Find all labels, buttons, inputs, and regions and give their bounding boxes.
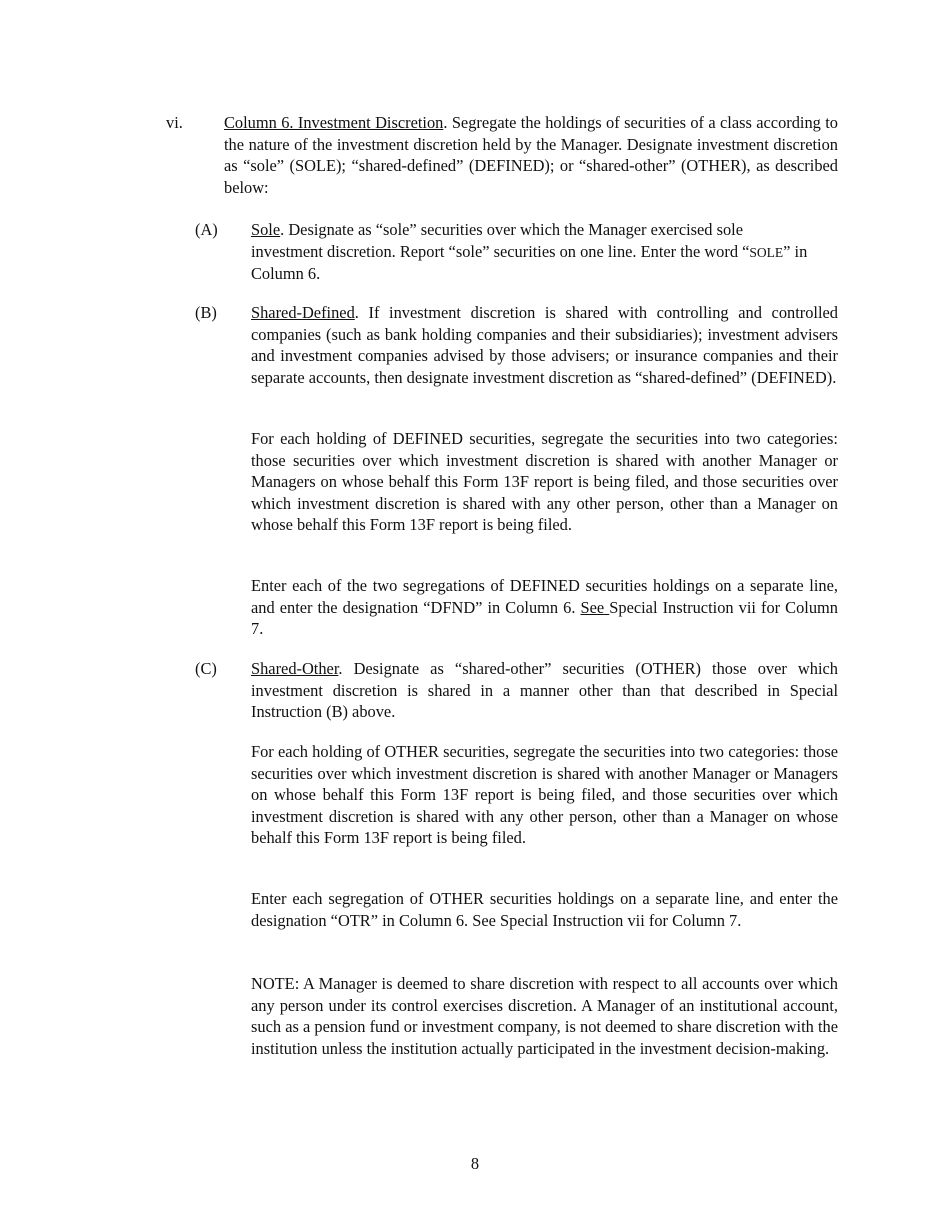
item-b-para3-end: Special Instruction vii for Column 7. bbox=[251, 597, 838, 639]
sole-word: SOLE bbox=[749, 244, 784, 260]
item-b-marker: (B) bbox=[195, 303, 217, 322]
item-b-paragraph-2: For each holding of DEFINED securities, segregate the securities into two categories: those securities over which investment discretion is shared with another Manager or Managers on whose behalf this Form 13F report is being filed, and those securities over which investment discretion is shared with any other person, other than a Manager on whose behalf this Form 13F report is being filed. bbox=[251, 429, 838, 535]
item-c-marker: (C) bbox=[195, 659, 217, 678]
section-vi-paragraph bbox=[224, 112, 838, 198]
section-marker: vi. bbox=[166, 113, 183, 132]
note-paragraph: NOTE: A Manager is deemed to share discretion with respect to all accounts over which any person under its control exercises discretion. A Manager of an institutional account, such as a pension fund or investment company, is not deemed to share discretion with the institution unless the institution actually participated in the investment decision-making. bbox=[251, 974, 838, 1058]
item-c-paragraph bbox=[251, 658, 838, 723]
item-c-text: . Designate as “shared-other” securities (OTHER) those over which investment discretion is shared in a manner other than that described in Special Instruction (B) above. bbox=[251, 659, 838, 722]
item-c-heading: Shared-Other bbox=[251, 659, 339, 678]
item-b-para3-text: Enter each of the two segregations of DEFINED securities holdings on a separate line, and enter the designation “DFND” in Column 6. bbox=[251, 576, 838, 617]
item-c-paragraph-2: For each holding of OTHER securities, segregate the securities into two categories: those securities over which investment discretion is shared with another Manager or Managers on whose behalf this Form 13F report is being filed, and those securities over which investment discretion is shared with any other person, other than a Manager on whose behalf this Form 13F report is being filed. bbox=[251, 742, 838, 848]
item-c-paragraph-3: Enter each segregation of OTHER securities holdings on a separate line, and enter the designation “OTR” in Column 6. See Special Instruction vii for Column 7. bbox=[251, 889, 838, 930]
page-number: 8 bbox=[470, 1154, 480, 1173]
section-text: . Segregate the holdings of securities of a class according to the nature of the investment discretion held by the Manager. Designate investment discretion as “sole” (SOLE); “shared-defined” (DEFINED); or “shared-other” (OTHER), as described below: bbox=[224, 113, 838, 197]
item-a-paragraph bbox=[251, 219, 811, 285]
item-a-marker: (A) bbox=[195, 220, 218, 239]
item-b-text: . If investment discretion is shared with controlling and controlled companies (such as bank holding companies and their subsidiaries); investment advisers and investment companies advised by those advisers; or insurance companies and their separate accounts, then designate investment discretion as “shared-defined” (DEFINED). bbox=[251, 303, 838, 387]
item-b-paragraph-3 bbox=[251, 575, 838, 640]
item-b-heading: Shared-Defined bbox=[251, 303, 355, 322]
item-a-text-end: ” in Column 6. bbox=[251, 241, 808, 284]
item-a-heading: Sole bbox=[251, 220, 281, 239]
item-b-paragraph bbox=[251, 302, 838, 388]
item-a-text: . Designate as “sole” securities over which the Manager exercised sole investment discretion. Report “sole” securities on one line. Enter the word “ bbox=[251, 220, 750, 261]
see-reference: See bbox=[580, 597, 610, 617]
section-heading: Column 6. Investment Discretion bbox=[224, 113, 444, 132]
